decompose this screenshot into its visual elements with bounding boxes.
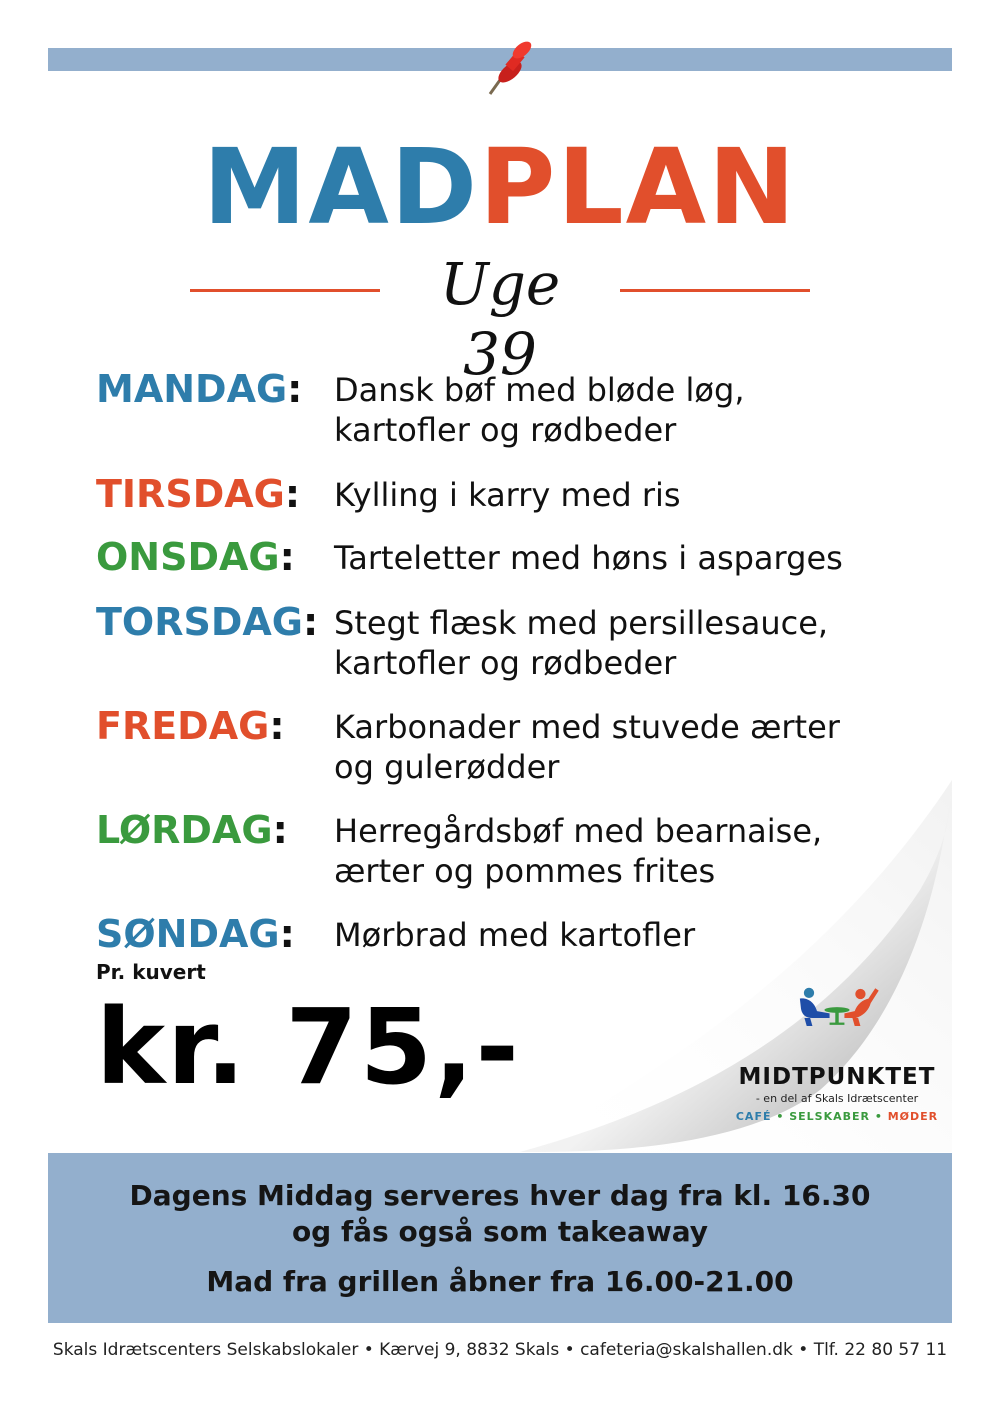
dish-text: Herregårdsbøf med bearnaise, ærter og pommes frites: [334, 812, 823, 890]
dish-text: Stegt flæsk med persillesauce, kartofler og rødbeder: [334, 604, 829, 682]
day-label: SØNDAG:: [96, 912, 295, 956]
logo-name: MIDTPUNKTET: [738, 1064, 936, 1090]
day-label: MANDAG:: [96, 367, 303, 411]
dish-text: Tarteletter med høns i asparges: [334, 539, 843, 577]
divider-right: [620, 289, 810, 292]
day-label: FREDAG:: [96, 704, 285, 748]
price-label: Pr. kuvert: [96, 960, 206, 984]
day-label: TIRSDAG:: [96, 472, 301, 516]
footer-contact: Skals Idrætscenters Selskabslokaler • Kærvej 9, 8832 Skals • cafeteria@skalshallen.dk • Tlf. 22 80 57 11: [52, 1340, 948, 1360]
logo-tags: CAFÉ • SELSKABER • MØDER: [735, 1110, 939, 1123]
info-line-1: Dagens Middag serveres hver dag fra kl. 16.30: [129, 1179, 871, 1212]
title-plan: PLAN: [479, 126, 798, 248]
dish-text: Mørbrad med kartofler: [334, 916, 696, 954]
dish-text: Kylling i karry med ris: [334, 476, 681, 514]
dish-text: Dansk bøf med bløde løg, kartofler og rødbeder: [334, 371, 745, 449]
info-line-3: Mad fra grillen åbner fra 16.00-21.00: [206, 1265, 794, 1298]
divider-left: [190, 289, 380, 292]
info-box: [48, 1153, 952, 1323]
day-label: TORSDAG:: [96, 600, 319, 644]
page-title: [0, 125, 1000, 250]
pushpin-icon: [476, 36, 536, 106]
day-label: ONSDAG:: [96, 535, 295, 579]
price-value: kr. 75,-: [96, 986, 521, 1108]
info-line-2: og fås også som takeaway: [291, 1215, 709, 1248]
title-mad: MAD: [202, 126, 480, 248]
logo-subtitle: - en del af Skals Idrætscenter: [755, 1092, 919, 1105]
day-label: LØRDAG:: [96, 808, 288, 852]
midtpunktet-logo-icon: [732, 986, 942, 1066]
dish-text: Karbonader med stuvede ærter og gulerødder: [334, 708, 840, 786]
week-label: Uge 39: [439, 250, 561, 388]
